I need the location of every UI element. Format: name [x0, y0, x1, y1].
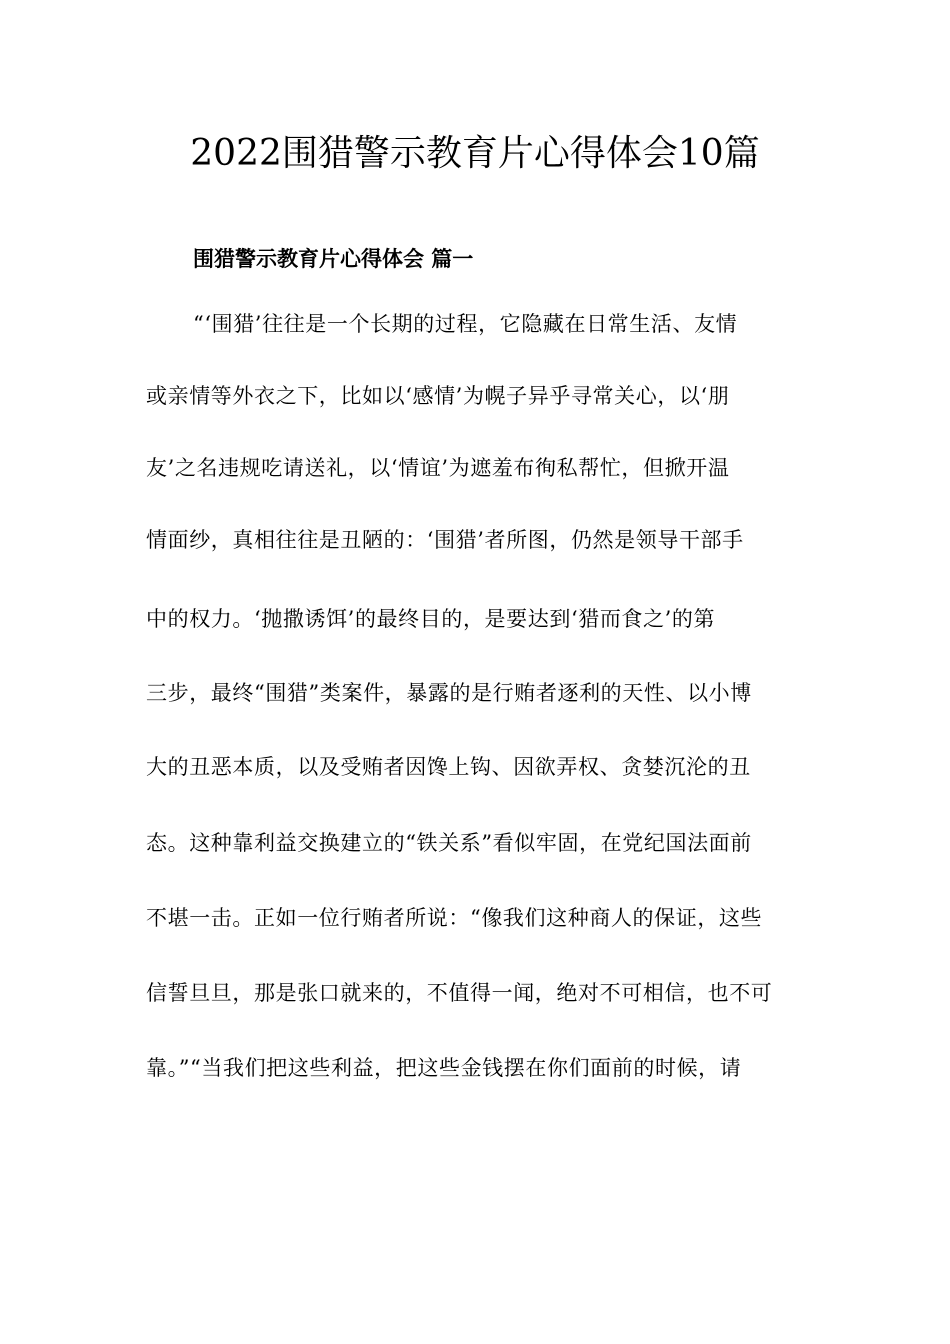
body-line: 不堪一击。正如一位行贿者所说：“像我们这种商人的保证，这些 [146, 906, 763, 930]
body-line: 大的丑恶本质，以及受贿者因馋上钩、因欲弄权、贪婪沉沦的丑 [146, 755, 751, 779]
body-line: 态。这种靠利益交换建立的“铁关系”看似牢固，在党纪国法面前 [146, 831, 752, 855]
body-line: 靠。”“当我们把这些利益，把这些金钱摆在你们面前的时候，请 [146, 1056, 742, 1080]
body-line: 友’之名违规吃请送礼，以‘情谊’为遮羞布徇私帮忙，但掀开温 [146, 456, 730, 480]
body-line: “‘围猎’往往是一个长期的过程，它隐藏在日常生活、友情 [193, 312, 738, 336]
body-line: 或亲情等外衣之下，比如以‘感情’为幌子异乎寻常关心，以‘朋 [146, 384, 730, 408]
body-line: 信誓旦旦，那是张口就来的，不值得一闻，绝对不可相信，也不可 [146, 981, 773, 1005]
section-heading: 围猎警示教育片心得体会 篇一 [193, 247, 474, 271]
body-line: 情面纱，真相往往是丑陋的：‘围猎’者所图，仍然是领导干部手 [146, 528, 744, 552]
body-line: 中的权力。‘抛撒诱饵’的最终目的，是要达到‘猎而食之’的第 [146, 607, 716, 631]
body-line: 三步，最终“围猎”类案件，暴露的是行贿者逐利的天性、以小博 [146, 681, 752, 705]
document-title: 2022围猎警示教育片心得体会10篇 [190, 133, 760, 174]
